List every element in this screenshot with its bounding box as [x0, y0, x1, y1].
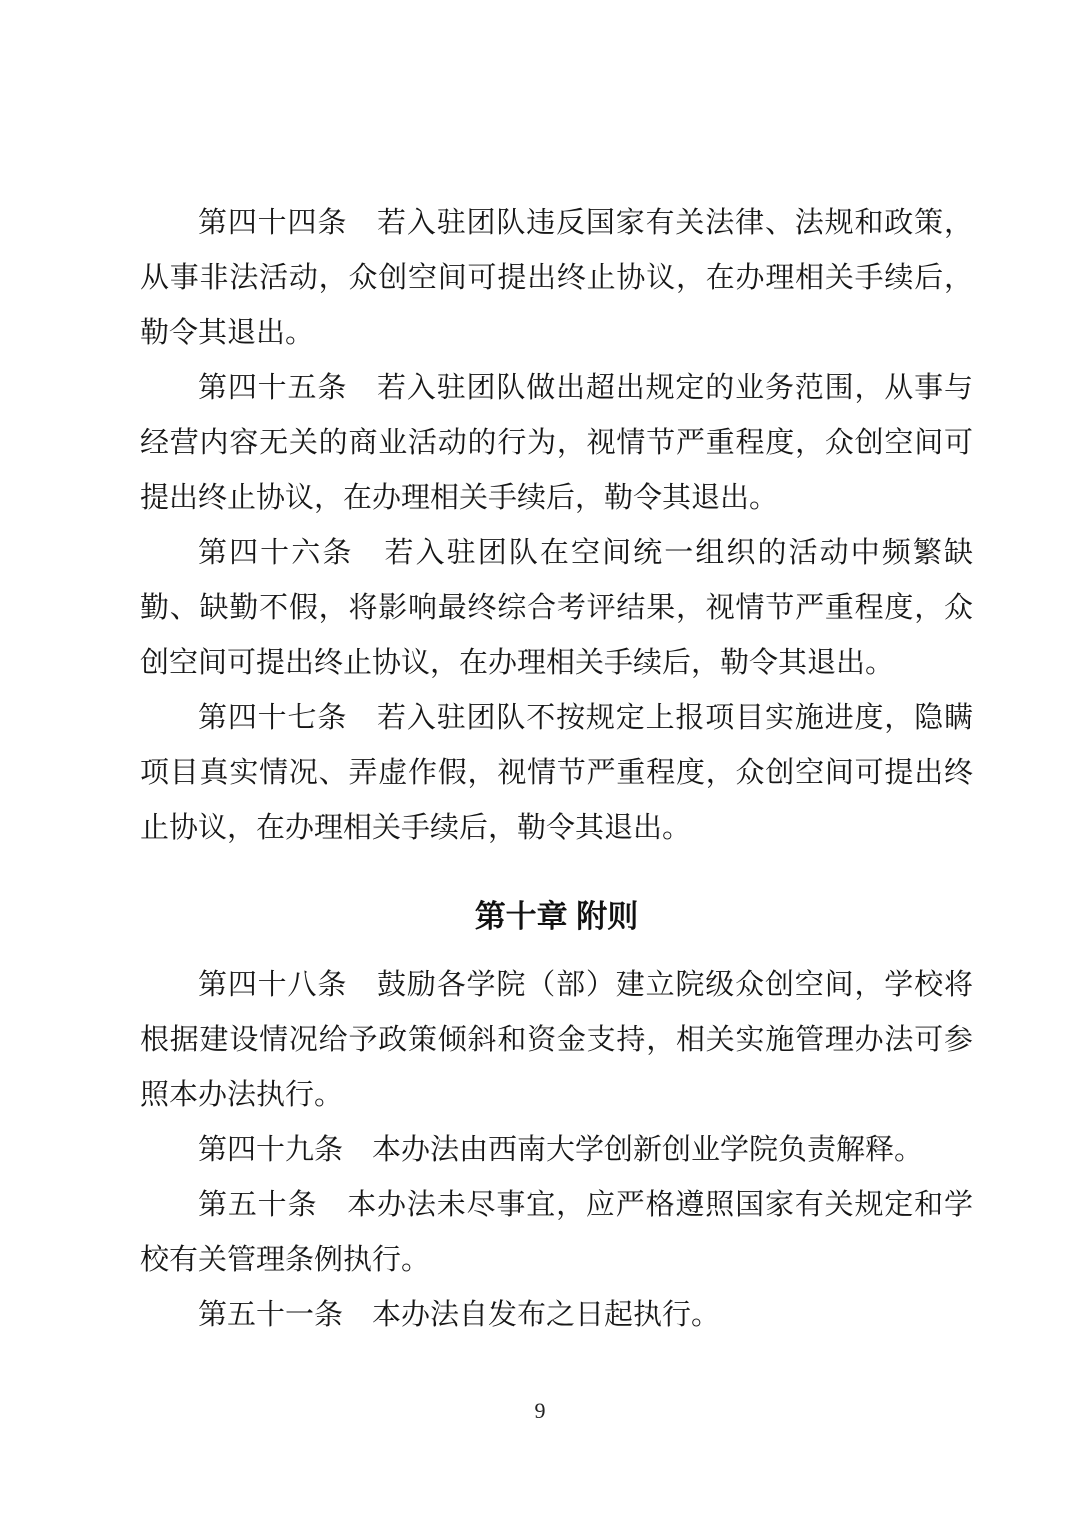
article-49: 第四十九条 本办法由西南大学创新创业学院负责解释。 — [198, 1134, 924, 1166]
article-50: 第五十条 本办法未尽事宜，应严格遵照国家有关规定和学校有关管理条例执行。 — [140, 1189, 973, 1276]
article-48: 第四十八条 鼓励各学院（部）建立院级众创空间，学校将根据建设情况给予政策倾斜和资金支持，相关实施管理办法可参照本办法执行。 — [140, 969, 973, 1111]
article-46: 第四十六条 若入驻团队在空间统一组织的活动中频繁缺勤、缺勤不假，将影响最终综合考评结果，视情节严重程度，众创空间可提出终止协议，在办理相关手续后，勒令其退出。 — [140, 537, 973, 679]
page-number: 9 — [534, 1398, 546, 1423]
chapter-heading: 第十章 附则 — [474, 899, 639, 934]
article-51: 第五十一条 本办法自发布之日起执行。 — [198, 1299, 721, 1331]
article-45: 第四十五条 若入驻团队做出超出规定的业务范围，从事与经营内容无关的商业活动的行为，视情节严重程度，众创空间可提出终止协议，在办理相关手续后，勒令其退出。 — [140, 372, 973, 514]
article-47: 第四十七条 若入驻团队不按规定上报项目实施进度，隐瞒项目真实情况、弄虚作假，视情节严重程度，众创空间可提出终止协议，在办理相关手续后，勒令其退出。 — [140, 702, 973, 844]
document-body — [140, 196, 973, 1343]
article-44: 第四十四条 若入驻团队违反国家有关法律、法规和政策，从事非法活动，众创空间可提出终止协议，在办理相关手续后，勒令其退出。 — [140, 207, 973, 349]
